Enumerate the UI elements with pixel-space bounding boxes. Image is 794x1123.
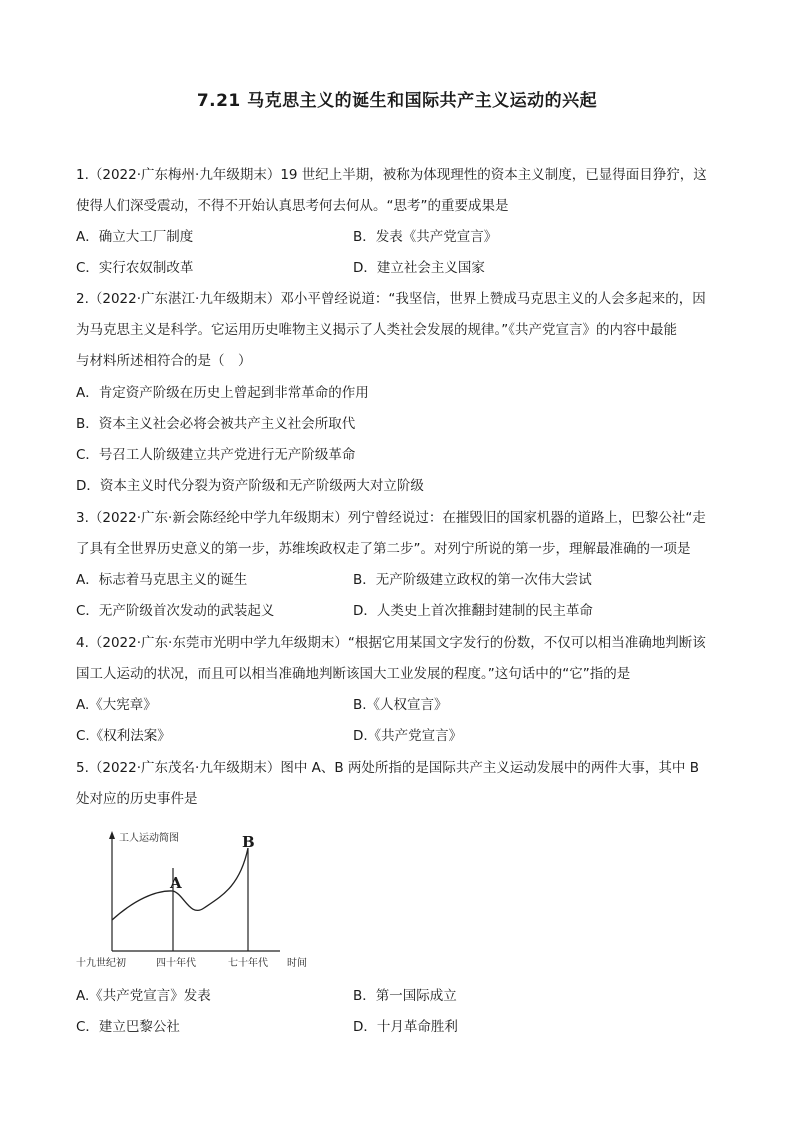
question-3-stem-line-2: 了具有全世界历史意义的第一步，苏维埃政权走了第二步”。对列宁所说的第一步，理解最准确的一项是	[76, 541, 691, 557]
question-4-stem-line-1: 4.（2022·广东·东莞市光明中学九年级期末）“根据它用某国文字发行的份数，不仅可以相当准确地判断该	[76, 635, 706, 651]
question-4-option-b: B.《人权宣言》	[353, 697, 448, 713]
question-5-stem-line-1: 5.（2022·广东茂名·九年级期末）图中 A、B 两处所指的是国际共产主义运动发展中的两件大事，其中 B	[76, 760, 699, 776]
question-4-option-d: D.《共产党宣言》	[353, 728, 463, 744]
question-2-option-c: C．号召工人阶级建立共产党进行无产阶级革命	[76, 447, 356, 463]
question-4-option-c: C.《权利法案》	[76, 728, 171, 744]
point-b-label: B	[242, 833, 255, 851]
question-3-option-a: A．标志着马克思主义的诞生	[76, 572, 248, 588]
question-2-stem-line-3: 与材料所述相符合的是（ ）	[76, 353, 252, 369]
x-tick-label-2: 四十年代	[156, 958, 196, 969]
question-1-option-c: C．实行农奴制改革	[76, 260, 194, 276]
question-5-option-a: A.《共产党宣言》发表	[76, 988, 211, 1004]
workers-movement-figure	[72, 828, 332, 974]
question-5-stem-line-2: 处对应的历史事件是	[76, 791, 198, 807]
question-2-option-d: D．资本主义时代分裂为资产阶级和无产阶级两大对立阶级	[76, 478, 424, 494]
x-axis-label: 时间	[287, 958, 307, 969]
y-axis-arrow-icon	[109, 831, 115, 839]
question-3-option-b: B．无产阶级建立政权的第一次伟大尝试	[353, 572, 592, 588]
question-1-stem-line-1: 1.（2022·广东梅州·九年级期末）19 世纪上半期，被称为体现理性的资本主义制度，已显得面目狰狞，这	[76, 167, 707, 183]
question-2-stem-line-1: 2.（2022·广东湛江·九年级期末）邓小平曾经说道：“我坚信，世界上赞成马克思主义的人会多起来的，因	[76, 291, 706, 307]
x-tick-label-3: 七十年代	[228, 958, 268, 969]
question-3-option-d: D．人类史上首次推翻封建制的民主革命	[353, 603, 593, 619]
question-1-option-b: B．发表《共产党宣言》	[353, 229, 498, 245]
question-2-stem-line-2: 为马克思主义是科学。它运用历史唯物主义揭示了人类社会发展的规律。”《共产党宣言》的内容中最能	[76, 322, 677, 338]
question-2-option-b: B．资本主义社会必将会被共产主义社会所取代	[76, 416, 356, 432]
question-1-stem-line-2: 使得人们深受震动，不得不开始认真思考何去何从。“思考”的重要成果是	[76, 198, 509, 214]
question-2-option-a: A．肯定资产阶级在历史上曾起到非常革命的作用	[76, 385, 369, 401]
chart-title: 工人运动简图	[119, 833, 179, 844]
question-4-option-a: A.《大宪章》	[76, 697, 157, 713]
question-5-option-b: B．第一国际成立	[353, 988, 457, 1004]
question-4-stem-line-2: 国工人运动的状况，而且可以相当准确地判断该国大工业发展的程度。”这句话中的“它”指的是	[76, 666, 631, 682]
question-1-option-a: A．确立大工厂制度	[76, 229, 194, 245]
workers-movement-diagram	[72, 828, 332, 974]
question-5-option-c: C．建立巴黎公社	[76, 1019, 180, 1035]
question-5-option-d: D．十月革命胜利	[353, 1019, 458, 1035]
question-3-stem-line-1: 3.（2022·广东·新会陈经纶中学九年级期末）列宁曾经说过：在摧毁旧的国家机器的道路上，巴黎公社“走	[76, 510, 706, 526]
question-3-option-c: C．无产阶级首次发动的武装起义	[76, 603, 275, 619]
question-1-option-d: D．建立社会主义国家	[353, 260, 485, 276]
x-tick-label-1: 十九世纪初	[76, 958, 126, 969]
page-title: 7.21 马克思主义的诞生和国际共产主义运动的兴起	[196, 91, 598, 111]
point-a-label: A	[170, 874, 182, 892]
